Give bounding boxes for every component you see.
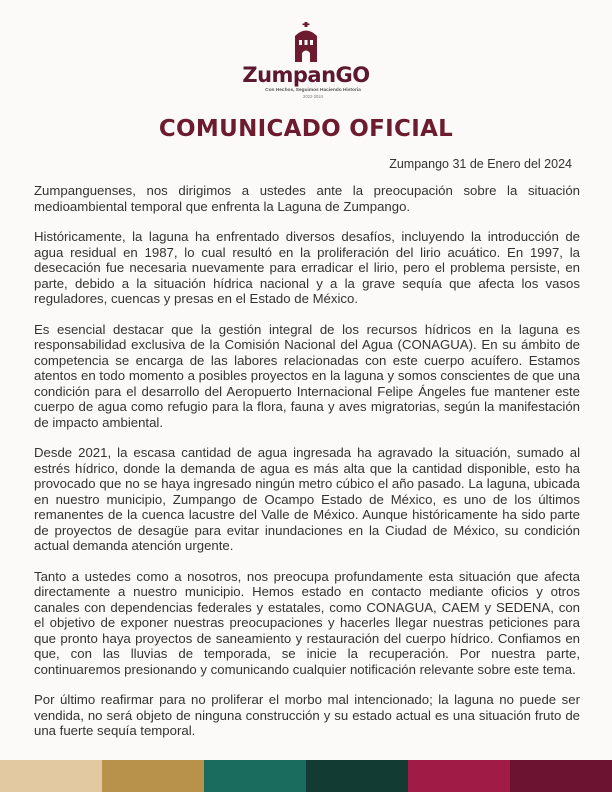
- paragraph: Desde 2021, la escasa cantidad de agua ingresada ha agravado la situación, sumado al estrés hídrico, donde la demanda de agua es más alta que la cantidad disponible, esto ha provocado que no se haya ingresado ningún metro cúbico el año pasado. La laguna, ubicada en nuestro municipio, Zumpango de Ocampo Estado de México, es uno de los últimos remanentes de la cuenca lacustre del Valle de México. Aunque históricamente ha sido parte de proyectos de desagüe para evitar inundaciones en la Ciudad de México, su condición actual demanda atención urgente.: [34, 445, 580, 553]
- church-tower-icon: [291, 22, 321, 62]
- municipal-logo: [0, 22, 612, 99]
- footer-stripe: [510, 760, 612, 792]
- paragraph: Históricamente, la laguna ha enfrentado diversos desafíos, incluyendo la introducción de agua residual en 1987, lo cual resultó en la proliferación del lirio acuático. En 1997, la desecación fue necesaria nuevamente para erradicar el lirio, pero el problema persiste, en parte, debido a la situación hídrica nacional y a la grave sequía que afecta los vasos reguladores, cuencas y presas en el Estado de México.: [34, 229, 580, 306]
- footer-stripe: [408, 760, 510, 792]
- footer-stripe: [204, 760, 306, 792]
- paragraph: Es esencial destacar que la gestión integral de los recursos hídricos en la laguna es responsabilidad exclusiva de la Comisión Nacional del Agua (CONAGUA). En su ámbito de competencia se encarga de las labores relacionadas con este cuerpo acuífero. Estamos atentos en todo momento a posibles proyectos en la laguna y somos conscientes de que una condición para el desarrollo del Aeropuerto Internacional Felipe Ángeles fue mantener este cuerpo de agua como refugio para la flora, fauna y aves migratorias, según la manifestación de impacto ambiental.: [34, 321, 580, 430]
- paragraph: Por último reafirmar para no proliferar el morbo mal intencionado; la laguna no puede ser vendida, no será objeto de ninguna construcción y su estado actual es una situación fruto de una fuerte sequía temporal.: [34, 692, 580, 738]
- footer-stripe: [102, 760, 204, 792]
- logo-wordmark: ZumpanGO: [242, 63, 370, 87]
- paragraph: Zumpanguenses, nos dirigimos a ustedes ante la preocupación sobre la situación medioambiental temporal que enfrenta la Laguna de Zumpango.: [34, 183, 580, 214]
- paragraph: Tanto a ustedes como a nosotros, nos preocupa profundamente esta situación que afecta directamente a nuestro municipio. Hemos estado en contacto mediante oficios y otros canales con dependencias federales y estatales, como CONAGUA, CAEM y SEDENA, con el objetivo de exponer nuestras preocupaciones y hacerles llegar nuestras peticiones para que pronto haya proyectos de saneamiento y restauración del cuerpo hídrico. Confiamos en que, con las lluvias de temporada, se inicie la recuperación. Por nuestra parte, continuaremos presionando y comunicando cualquier notificación relevante sobre este tema.: [34, 568, 580, 677]
- document-date: Zumpango 31 de Enero del 2024: [389, 157, 572, 171]
- footer-color-stripes: [0, 760, 612, 792]
- logo-tagline: Con Hechos, Seguimos Haciendo Historia: [265, 88, 361, 93]
- footer-stripe: [306, 760, 408, 792]
- footer-stripe: [0, 760, 102, 792]
- document-body: [34, 183, 580, 754]
- logo-years: 2022-2024: [302, 94, 324, 99]
- document-title: COMUNICADO OFICIAL: [158, 116, 454, 142]
